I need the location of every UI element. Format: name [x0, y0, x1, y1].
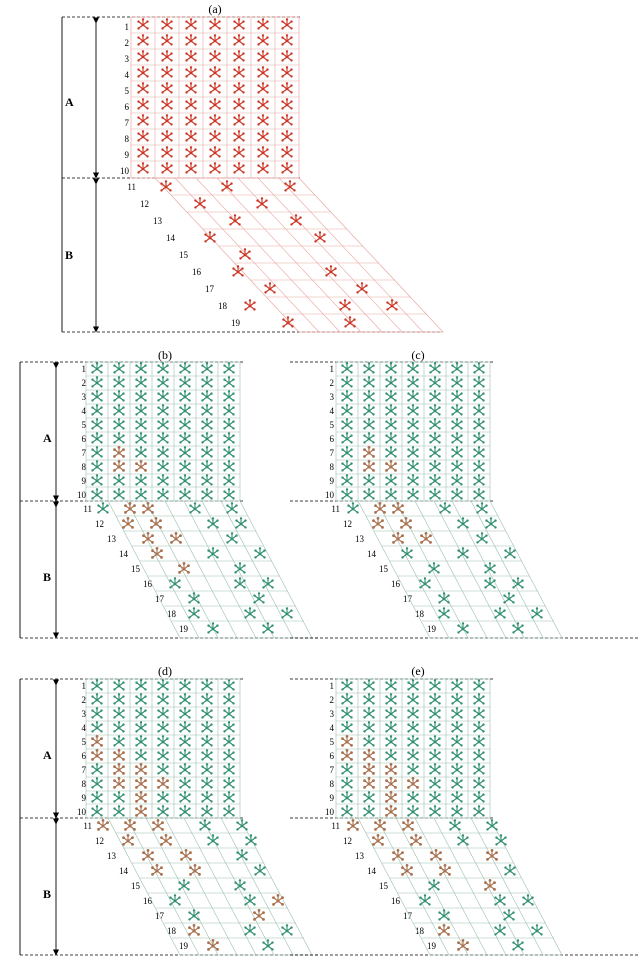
- row-number: 19: [179, 941, 188, 951]
- row-number: 15: [379, 564, 388, 574]
- panel-c: [290, 348, 638, 658]
- panel-b-region-a-label: A: [43, 431, 52, 445]
- row-number: 1: [329, 681, 334, 691]
- row-number: 8: [81, 462, 86, 472]
- panel-e-label: (e): [411, 664, 425, 678]
- row-number: 3: [329, 709, 334, 719]
- row-number: 5: [81, 737, 86, 747]
- row-number: 10: [325, 807, 334, 817]
- panel-b: [0, 348, 320, 658]
- panel-a-region-b-grid: [155, 178, 443, 332]
- row-number: 8: [329, 462, 334, 472]
- row-number: 5: [81, 420, 86, 430]
- row-number: 7: [81, 448, 86, 458]
- row-number: 1: [81, 681, 86, 691]
- panel-a-graphic: [0, 0, 638, 345]
- row-number: 15: [131, 881, 140, 891]
- row-number: 12: [343, 519, 352, 529]
- row-number: 16: [143, 896, 152, 906]
- row-number: 4: [81, 406, 86, 416]
- row-number: 3: [124, 54, 129, 64]
- row-number: 9: [329, 476, 334, 486]
- row-number: 12: [95, 519, 104, 529]
- panel-b-region-a-markers: [91, 362, 234, 499]
- row-number: 8: [124, 134, 129, 144]
- row-number: 17: [403, 911, 412, 921]
- panel-d-region-a-markers: [91, 679, 235, 817]
- row-number: 18: [415, 926, 424, 936]
- row-number: 2: [329, 378, 334, 388]
- row-number: 12: [140, 199, 149, 209]
- panel-b-graphic: [0, 348, 320, 658]
- row-number: 4: [329, 723, 334, 733]
- row-number: 5: [124, 86, 129, 96]
- panel-a: [0, 0, 638, 345]
- row-number: 16: [391, 579, 400, 589]
- row-number: 4: [329, 406, 334, 416]
- row-number: 7: [329, 765, 334, 775]
- panel-a-region-b-label: B: [65, 248, 74, 262]
- row-number: 5: [329, 420, 334, 430]
- panel-a-label: (a): [208, 2, 222, 16]
- row-number: 18: [167, 926, 176, 936]
- row-number: 5: [329, 737, 334, 747]
- row-number: 14: [367, 866, 376, 876]
- row-number: 1: [124, 22, 129, 32]
- row-number: 9: [124, 150, 129, 160]
- panel-a-region-a-label: A: [65, 95, 74, 109]
- row-number: 4: [81, 723, 86, 733]
- row-number: 9: [81, 793, 86, 803]
- row-number: 11: [83, 821, 92, 831]
- row-number: 6: [124, 102, 129, 112]
- row-number: 2: [124, 38, 129, 48]
- panel-d-region-b-label: B: [43, 887, 52, 901]
- panel-d-label: (d): [158, 664, 172, 678]
- panel-b-label: (b): [158, 348, 172, 362]
- row-number: 3: [81, 709, 86, 719]
- row-number: 14: [367, 549, 376, 559]
- row-number: 15: [379, 881, 388, 891]
- row-number: 19: [231, 318, 240, 328]
- panel-c-region-a-markers: [341, 362, 484, 499]
- row-number: 13: [107, 851, 116, 861]
- row-number: 2: [81, 695, 86, 705]
- row-number: 14: [166, 233, 175, 243]
- panel-e-graphic: [290, 662, 638, 975]
- row-number: 18: [415, 609, 424, 619]
- row-number: 16: [391, 896, 400, 906]
- row-number: 19: [427, 941, 436, 951]
- row-number: 11: [331, 504, 340, 514]
- row-number: 3: [329, 392, 334, 402]
- panel-c-label: (c): [411, 348, 425, 362]
- row-number: 12: [95, 836, 104, 846]
- row-number: 11: [331, 821, 340, 831]
- row-number: 6: [329, 751, 334, 761]
- row-number: 11: [127, 182, 136, 192]
- row-number: 2: [81, 378, 86, 388]
- row-number: 11: [83, 504, 92, 514]
- row-number: 18: [218, 301, 227, 311]
- row-number: 4: [124, 70, 129, 80]
- row-number: 19: [427, 624, 436, 634]
- row-number: 15: [131, 564, 140, 574]
- row-number: 14: [119, 866, 128, 876]
- row-number: 10: [77, 490, 86, 500]
- row-number: 9: [81, 476, 86, 486]
- row-number: 7: [329, 448, 334, 458]
- row-number: 17: [403, 594, 412, 604]
- panel-a-region-a-markers: [137, 18, 292, 173]
- row-number: 17: [155, 594, 164, 604]
- row-number: 3: [81, 392, 86, 402]
- row-number: 16: [143, 579, 152, 589]
- row-number: 2: [329, 695, 334, 705]
- row-number: 8: [81, 779, 86, 789]
- panel-b-region-b-label: B: [43, 570, 52, 584]
- row-number: 13: [107, 534, 116, 544]
- row-number: 14: [119, 549, 128, 559]
- panel-c-graphic: [290, 348, 638, 658]
- panel-d-graphic: [0, 662, 320, 975]
- row-number: 7: [124, 118, 129, 128]
- panel-e-region-a-markers: [341, 679, 485, 817]
- panel-d: [0, 662, 320, 975]
- row-number: 1: [329, 364, 334, 374]
- row-number: 10: [77, 807, 86, 817]
- row-number: 13: [153, 216, 162, 226]
- panel-a-region-b-markers: [160, 180, 397, 327]
- panel-d-region-a-label: A: [43, 748, 52, 762]
- row-number: 17: [155, 911, 164, 921]
- panel-e: [290, 662, 638, 975]
- row-number: 7: [81, 765, 86, 775]
- row-number: 10: [325, 490, 334, 500]
- row-number: 18: [167, 609, 176, 619]
- row-number: 6: [81, 751, 86, 761]
- row-number: 13: [355, 534, 364, 544]
- row-number: 1: [81, 364, 86, 374]
- row-number: 8: [329, 779, 334, 789]
- row-number: 13: [355, 851, 364, 861]
- row-number: 15: [179, 250, 188, 260]
- row-number: 10: [120, 166, 129, 176]
- row-number: 9: [329, 793, 334, 803]
- row-number: 12: [343, 836, 352, 846]
- row-number: 6: [81, 434, 86, 444]
- row-number: 6: [329, 434, 334, 444]
- row-number: 19: [179, 624, 188, 634]
- row-number: 16: [192, 267, 201, 277]
- row-number: 17: [205, 284, 214, 294]
